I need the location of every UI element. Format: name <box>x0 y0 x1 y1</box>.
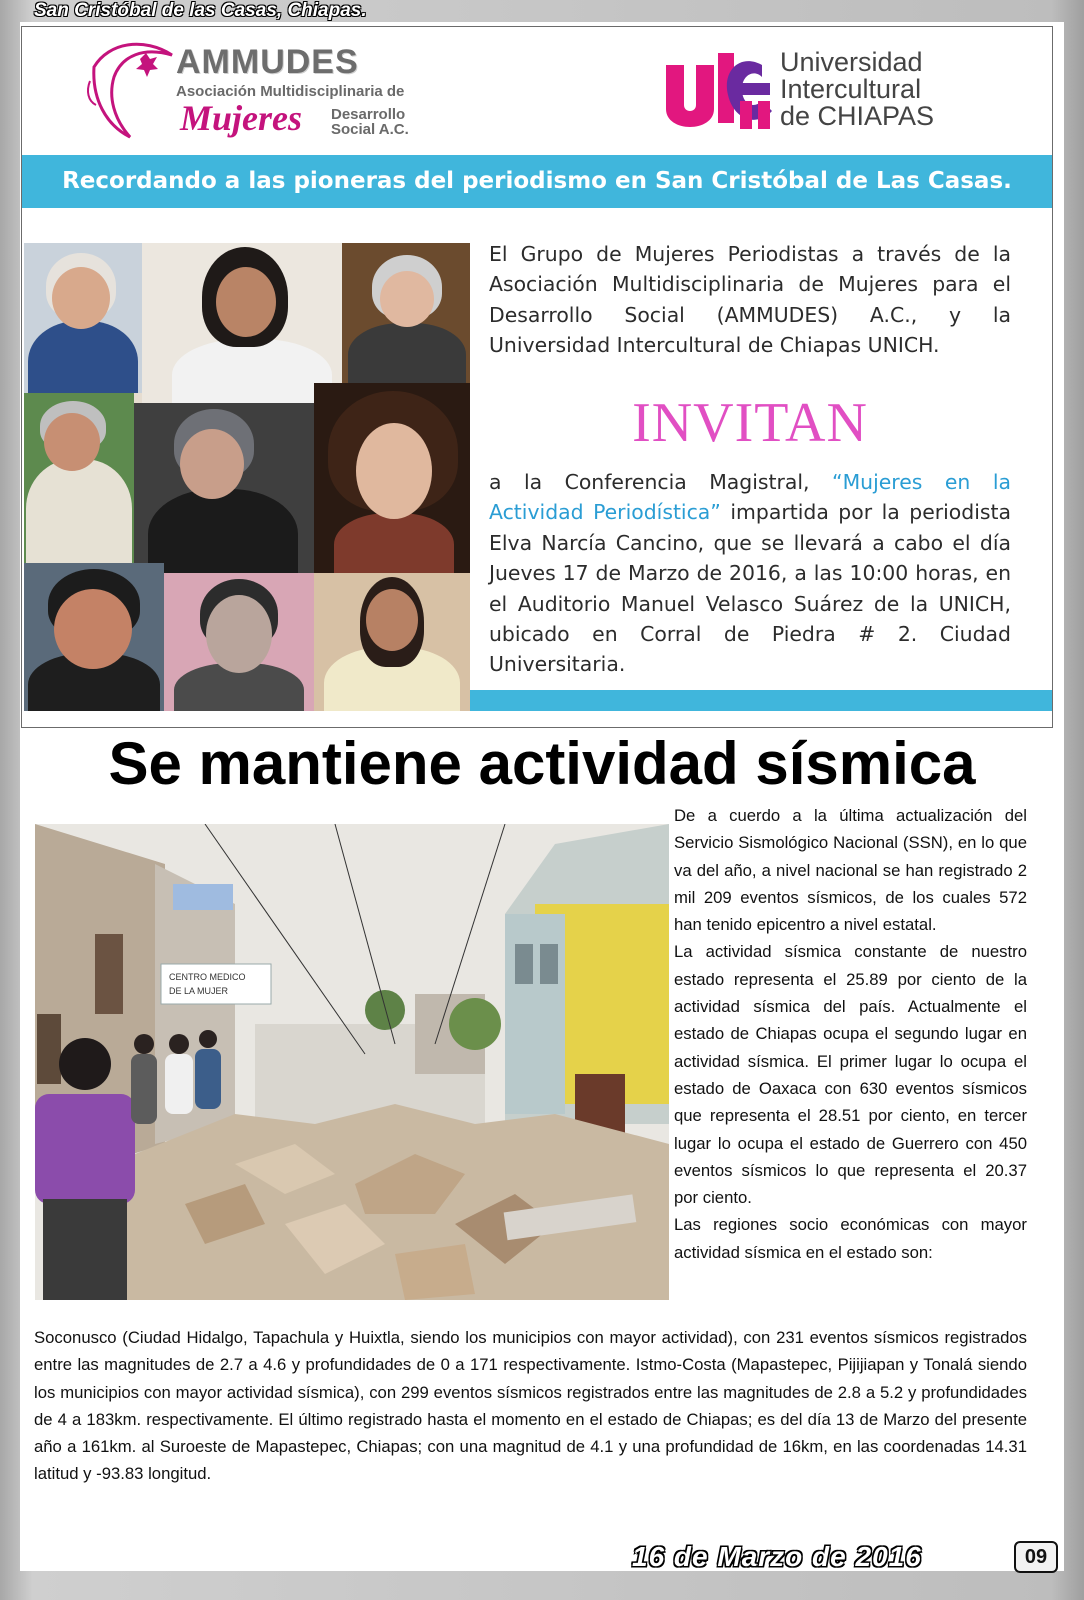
invitan-title: INVITAN <box>632 392 868 454</box>
ammudes-logo <box>84 37 444 141</box>
ad-banner <box>22 155 1052 208</box>
portrait-5 <box>134 403 314 573</box>
ammudes-mujeres: Mujeres <box>180 98 303 138</box>
portrait-9 <box>314 573 470 711</box>
location-header: San Cristóbal de las Casas, Chiapas. <box>34 0 367 21</box>
ammudes-subtitle: Asociación Multidisciplinaria de <box>176 83 405 100</box>
details-pre: a la Conferencia Magistral, <box>489 470 833 494</box>
photo-sign-1: CENTRO MEDICO <box>169 972 246 982</box>
article-paragraph-3b: Soconusco (Ciudad Hidalgo, Tapachula y Huixtla, siendo los municipios con mayor actividad), con 231 eventos sísmicos registrados entre las magnitudes de 2.7 a 4.6 y profundidades de 0 a 171 respectivamente. Istmo-Costa (Mapastepec, Pijijiapan y Tonalá siendo los municipios con mayor actividad sísmica), con 299 eventos sísmicos registrados entre las magnitudes de 2.8 a 5.2 y profundidades de 4 a 183km. respectivamente. El último registrado hasta el momento en el estado de Chiapas; es del día 13 de Marzo del presente año a 161km. al Suroeste de Mapastepec, Chiapas; con una magnitud de 4.1 y una profundidad de 16km, en las coordenadas 14.31 latitud y -93.83 longitud. <box>34 1328 1027 1484</box>
unich-logo <box>662 43 962 137</box>
details-post: impartida por la periodista Elva Narcía Cancino, que se llevará a cabo el día Jueves 17 de Marzo de 2016, a las 10:00 horas, en el Auditorio Manuel Velasco Suárez de la UNICH, ubicado en Corral de Piedra # 2. Ciudad Universitaria. <box>489 500 1011 677</box>
earthquake-photo <box>35 824 669 1300</box>
article-paragraph-2: La actividad sísmica constante de nuestro estado representa el 25.89 por ciento de la actividad sísmica del país. Actualmente el estado de Chiapas ocupa el segundo lugar en actividad sísmica. El primer lugar lo ocupa el estado de Oaxaca con 630 eventos sísmicos que representa el 28.51 por ciento, en tercer lugar lo ocupa el estado de Guerrero con 450 eventos sísmicos lo que representa el 20.37 por ciento. <box>674 942 1027 1208</box>
article-paragraph-3a: Las regiones socio económicas con mayor actividad sísmica en el estado son: <box>674 1215 1027 1262</box>
conference-title: “Mujeres en la Actividad Periodística” <box>489 470 1011 525</box>
unich-mark-icon <box>662 43 776 137</box>
unich-line-2: Intercultural <box>780 74 922 104</box>
article-full-width <box>34 1324 1027 1488</box>
portrait-6 <box>314 383 470 573</box>
portrait-3 <box>342 243 470 383</box>
unich-line-1: Universidad <box>780 47 923 77</box>
ammudes-social: Social A.C. <box>331 121 409 138</box>
portrait-2 <box>142 243 342 403</box>
photo-sign-2: DE LA MUJER <box>169 986 229 996</box>
ammudes-name: AMMUDES <box>176 43 359 81</box>
page-number: 09 <box>1014 1541 1058 1573</box>
journalists-collage <box>24 243 470 711</box>
ad-banner-text: Recordando a las pioneras del periodismo en San Cristóbal de Las Casas. <box>62 168 1012 194</box>
ad-intro: El Grupo de Mujeres Periodistas a través de la Asociación Multidisciplinaria de Mujeres para el Desarrollo Social (AMMUDES) A.C., y la Universidad Intercultural de Chiapas UNICH. <box>489 242 1011 358</box>
portrait-8 <box>164 573 314 711</box>
article-paragraph-1: De a cuerdo a la última actualización del Servicio Sismológico Nacional (SSN), en lo que va del año, a nivel nacional se han registrado 2 mil 209 eventos sísmicos, de los cuales 572 han tenido epicentro a nivel estatal. <box>674 806 1027 935</box>
portrait-4 <box>24 393 134 563</box>
issue-date: 16 de Marzo de 2016 <box>632 1541 922 1572</box>
ammudes-subtitle-2 <box>331 107 451 137</box>
ammudes-swoosh-icon <box>84 37 178 141</box>
ad-bottom-bar <box>470 690 1052 711</box>
article-headline: Se mantiene actividad sísmica <box>108 730 976 797</box>
portrait-1 <box>24 243 142 393</box>
conference-ad <box>21 26 1053 728</box>
portrait-7 <box>24 563 164 711</box>
newspaper-page <box>20 22 1064 1571</box>
article-column <box>674 802 1027 1266</box>
ammudes-desarrollo: Desarrollo <box>331 106 406 123</box>
unich-line-3: de CHIAPAS <box>780 101 935 131</box>
unich-name <box>780 49 934 130</box>
earthquake-scene <box>35 824 669 1300</box>
ad-details <box>489 467 1011 680</box>
